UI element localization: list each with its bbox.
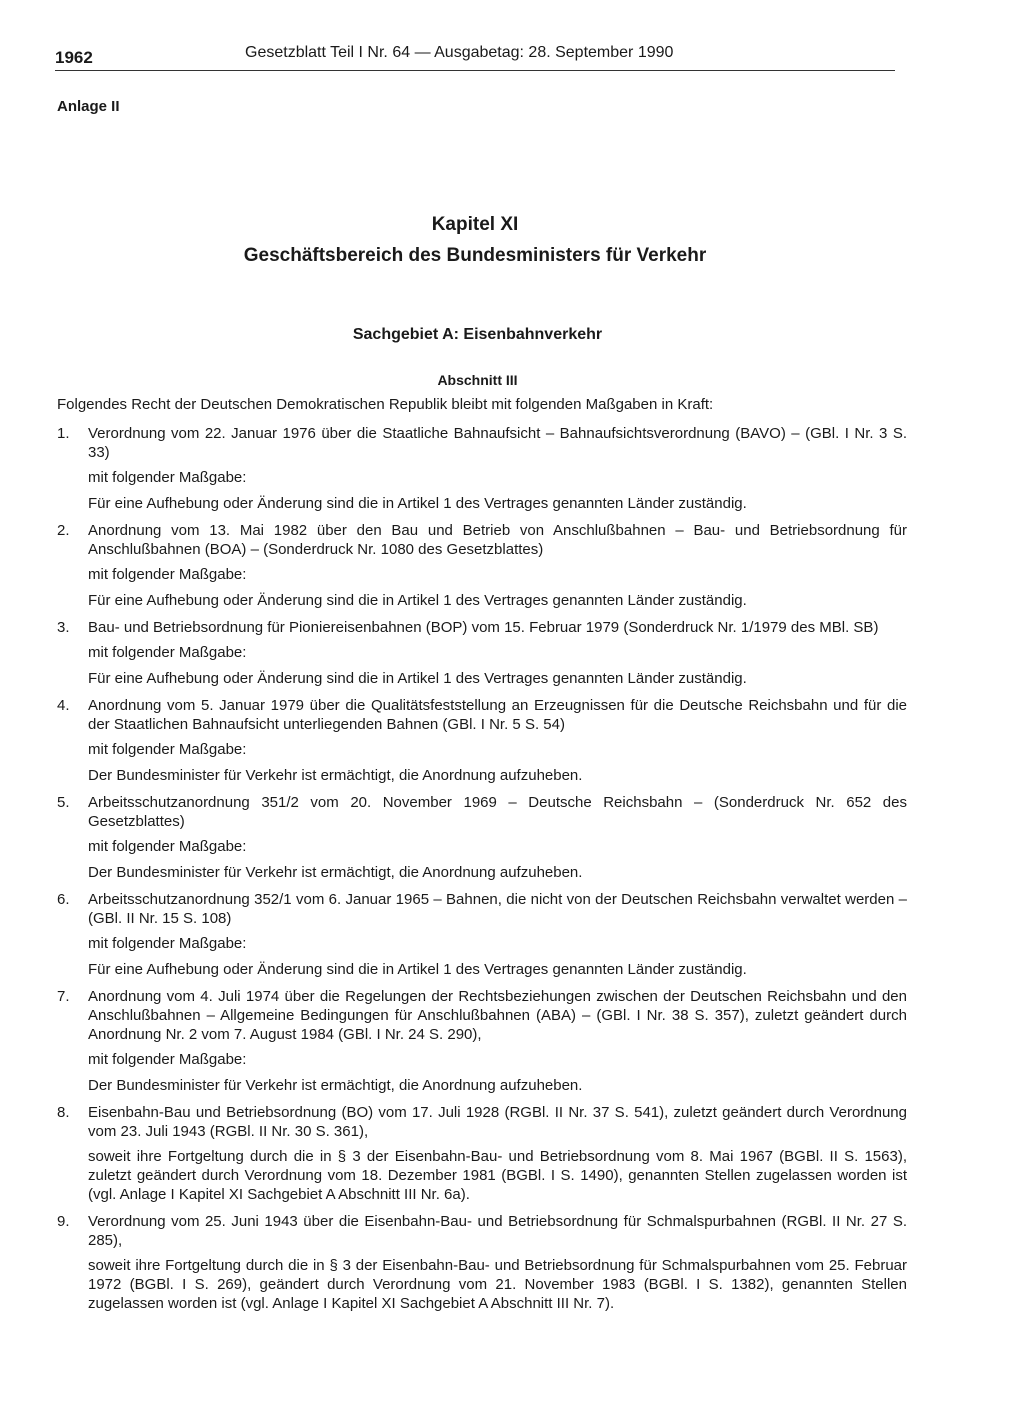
item-proviso-label: mit folgender Maßgabe: <box>88 469 247 486</box>
item-proviso-text: Für eine Aufhebung oder Änderung sind die in Artikel 1 des Vertrages genannten Länder zuständig. <box>88 495 747 512</box>
item-proviso-text: Der Bundesminister für Verkehr ist ermächtigt, die Anordnung aufzuheben. <box>88 767 583 784</box>
item-title: Arbeitsschutzanordnung 352/1 vom 6. Januar 1965 – Bahnen, die nicht von der Deutschen Reichsbahn verwaltet werden – (GBl. II Nr. 15 S. 108) <box>88 891 907 927</box>
item-number: 2. <box>57 522 70 539</box>
item-number: 3. <box>57 619 70 636</box>
item-number: 4. <box>57 697 70 714</box>
list-item <box>57 987 907 1095</box>
item-condition-text: soweit ihre Fortgeltung durch die in § 3 der Eisenbahn-Bau- und Betriebsordnung für Schmalspurbahnen vom 25. Februar 1972 (BGBl. I S. 269), geändert durch Verordnung vom 21. November 1983 (BGBl. I S. 1382), genannten Stellen zugelassen worden ist (vgl. Anlage I Kapitel XI Sachgebiet A Abschnitt III Nr. 7). <box>88 1257 907 1312</box>
list-item <box>57 696 907 785</box>
list-item <box>57 618 907 688</box>
item-title: Anordnung vom 4. Juli 1974 über die Regelungen der Rechtsbeziehungen zwischen der Deutschen Reichsbahn und den Anschlußbahnen – Allgemeine Bedingungen für Anschlußbahnen (ABA) – (GBl. I Nr. 38 S. 357), zuletzt geändert durch Anordnung Nr. 2 vom 7. August 1984 (GBl. I Nr. 24 S. 290), <box>88 988 907 1043</box>
intro-paragraph: Folgendes Recht der Deutschen Demokratischen Republik bleibt mit folgenden Maßgaben in Kraft: <box>57 396 714 413</box>
item-title: Anordnung vom 5. Januar 1979 über die Qualitätsfeststellung an Erzeugnissen für die Deutsche Reichsbahn und für die der Staatlichen Bahnaufsicht unterliegenden Bahnen (GBl. I Nr. 5 S. 54) <box>88 697 907 733</box>
subject-area-heading: Sachgebiet A: Eisenbahnverkehr <box>352 326 603 343</box>
item-title: Eisenbahn-Bau und Betriebsordnung (BO) vom 17. Juli 1928 (RGBl. II Nr. 37 S. 541), zuletzt geändert durch Verordnung vom 23. Juli 1943 (RGBl. II Nr. 30 S. 361), <box>88 1104 907 1140</box>
item-title: Arbeitsschutzanordnung 351/2 vom 20. November 1969 – Deutsche Reichsbahn – (Sonderdruck Nr. 652 des Gesetzblattes) <box>88 794 907 830</box>
chapter-title: Kapitel XI <box>431 214 519 235</box>
item-title: Verordnung vom 22. Januar 1976 über die Staatliche Bahnaufsicht – Bahnaufsichtsverordnung (BAVO) – (GBl. I Nr. 3 S. 33) <box>88 425 907 461</box>
item-number: 1. <box>57 425 70 442</box>
item-proviso-text: Für eine Aufhebung oder Änderung sind die in Artikel 1 des Vertrages genannten Länder zuständig. <box>88 961 747 978</box>
item-title: Verordnung vom 25. Juni 1943 über die Eisenbahn-Bau- und Betriebsordnung für Schmalspurbahnen (RGBl. II Nr. 27 S. 285), <box>88 1213 907 1249</box>
item-number: 7. <box>57 988 70 1005</box>
list-item <box>57 1212 907 1313</box>
item-proviso-text: Für eine Aufhebung oder Änderung sind die in Artikel 1 des Vertrages genannten Länder zuständig. <box>88 670 747 687</box>
item-proviso-label: mit folgender Maßgabe: <box>88 741 247 758</box>
item-proviso-label: mit folgender Maßgabe: <box>88 566 247 583</box>
page-header <box>55 44 895 71</box>
item-number: 8. <box>57 1104 70 1121</box>
gazette-title: Gesetzblatt Teil I Nr. 64 — Ausgabetag: 28. September 1990 <box>245 44 674 61</box>
item-condition-text: soweit ihre Fortgeltung durch die in § 3 der Eisenbahn-Bau- und Betriebsordnung vom 8. Mai 1967 (BGBl. II S. 1563), zuletzt geändert durch Verordnung vom 18. Dezember 1981 (BGBl. I S. 1490), genannten Stellen zugelassen worden ist (vgl. Anlage I Kapitel XI Sachgebiet A Abschnitt III Nr. 6a). <box>88 1148 907 1203</box>
list-item <box>57 424 907 513</box>
item-proviso-text: Der Bundesminister für Verkehr ist ermächtigt, die Anordnung aufzuheben. <box>88 1077 583 1094</box>
page-number: 1962 <box>55 48 93 67</box>
item-proviso-label: mit folgender Maßgabe: <box>88 644 247 661</box>
list-item <box>57 521 907 610</box>
item-number: 9. <box>57 1213 70 1230</box>
item-number: 5. <box>57 794 70 811</box>
annex-label: Anlage II <box>57 98 120 115</box>
item-proviso-text: Der Bundesminister für Verkehr ist ermächtigt, die Anordnung aufzuheben. <box>88 864 583 881</box>
item-proviso-text: Für eine Aufhebung oder Änderung sind die in Artikel 1 des Vertrages genannten Länder zuständig. <box>88 592 747 609</box>
regulation-list <box>57 424 907 1321</box>
item-proviso-label: mit folgender Maßgabe: <box>88 838 247 855</box>
list-item <box>57 890 907 979</box>
list-item <box>57 1103 907 1204</box>
item-title: Bau- und Betriebsordnung für Pioniereisenbahnen (BOP) vom 15. Februar 1979 (Sonderdruck Nr. 1/1979 des MBl. SB) <box>88 619 879 636</box>
item-number: 6. <box>57 891 70 908</box>
list-item <box>57 793 907 882</box>
chapter-subtitle: Geschäftsbereich des Bundesministers für Verkehr <box>243 245 707 266</box>
item-title: Anordnung vom 13. Mai 1982 über den Bau und Betrieb von Anschlußbahnen – Bau- und Betriebsordnung für Anschlußbahnen (BOA) – (Sonderdruck Nr. 1080 des Gesetzblattes) <box>88 522 907 558</box>
section-heading: Abschnitt III <box>437 372 518 388</box>
item-proviso-label: mit folgender Maßgabe: <box>88 935 247 952</box>
item-proviso-label: mit folgender Maßgabe: <box>88 1051 247 1068</box>
